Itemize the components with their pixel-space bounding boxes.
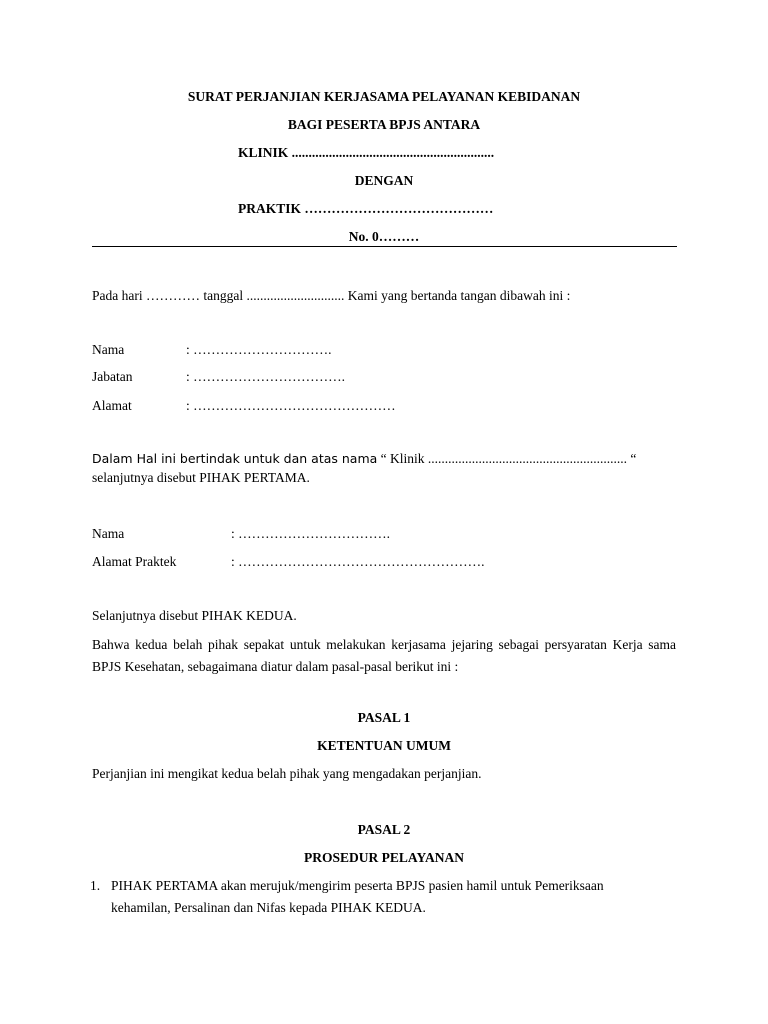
pasal-1-title: KETENTUAN UMUM bbox=[317, 738, 451, 753]
pihak-pertama-designation: selanjutnya disebut PIHAK PERTAMA. bbox=[92, 470, 310, 485]
document-title: SURAT PERJANJIAN KERJASAMA PELAYANAN KEBIDANAN bbox=[187, 89, 581, 104]
pasal-2-number: PASAL 2 bbox=[357, 822, 411, 837]
pasal-1-number: PASAL 1 bbox=[357, 710, 411, 725]
field-label-jabatan: Jabatan bbox=[92, 369, 133, 384]
field-value-alamat: : ……………………………………… bbox=[186, 398, 396, 413]
dengan-line: DENGAN bbox=[354, 173, 414, 188]
document-subtitle: BAGI PESERTA BPJS ANTARA bbox=[287, 117, 481, 132]
intro-text: Pada hari ………… tanggal ............................. Kami yang bertanda tangan dibawah ini : bbox=[92, 288, 571, 303]
statement-prefix: Dalam Hal ini bertindak untuk dan atas nama bbox=[92, 451, 378, 466]
field-label-nama: Nama bbox=[92, 342, 125, 357]
pasal-2-title: PROSEDUR PELAYANAN bbox=[304, 850, 464, 865]
field-label-alamat-praktek: Alamat Praktek bbox=[92, 554, 177, 569]
pasal-1-text: Perjanjian ini mengikat kedua belah pihak yang mengadakan perjanjian. bbox=[92, 766, 482, 781]
field-value-nama: : …………………………. bbox=[186, 342, 332, 357]
field-label-nama-2: Nama bbox=[92, 526, 125, 541]
list-item-line-1: PIHAK PERTAMA akan merujuk/mengirim peserta BPJS pasien hamil untuk Pemeriksaan bbox=[111, 878, 604, 893]
field-value-alamat-praktek: : ………………………………………………. bbox=[231, 554, 485, 569]
header-divider bbox=[92, 246, 677, 247]
statement-klinik: “ Klinik ........................................................... “ bbox=[377, 451, 637, 466]
pihak-pertama-statement bbox=[92, 450, 636, 468]
praktik-line: PRAKTIK …………………………………… bbox=[238, 201, 494, 216]
list-item-marker: 1. bbox=[90, 878, 101, 893]
field-value-jabatan: : ……………………………. bbox=[186, 369, 346, 384]
field-value-nama-2: : ……………………………. bbox=[231, 526, 391, 541]
klinik-line: KLINIK ............................................................ bbox=[238, 145, 495, 160]
document-number: No. 0……… bbox=[348, 229, 420, 244]
pihak-kedua-designation: Selanjutnya disebut PIHAK KEDUA. bbox=[92, 608, 297, 623]
list-item-line-2: kehamilan, Persalinan dan Nifas kepada PIHAK KEDUA. bbox=[111, 900, 426, 915]
field-label-alamat: Alamat bbox=[92, 398, 132, 413]
agreement-paragraph: Bahwa kedua belah pihak sepakat untuk melakukan kerjasama jejaring sebagai persyaratan Kerja sama BPJS Kesehatan, sebagaimana diatur dalam pasal-pasal berikut ini : bbox=[92, 637, 676, 674]
